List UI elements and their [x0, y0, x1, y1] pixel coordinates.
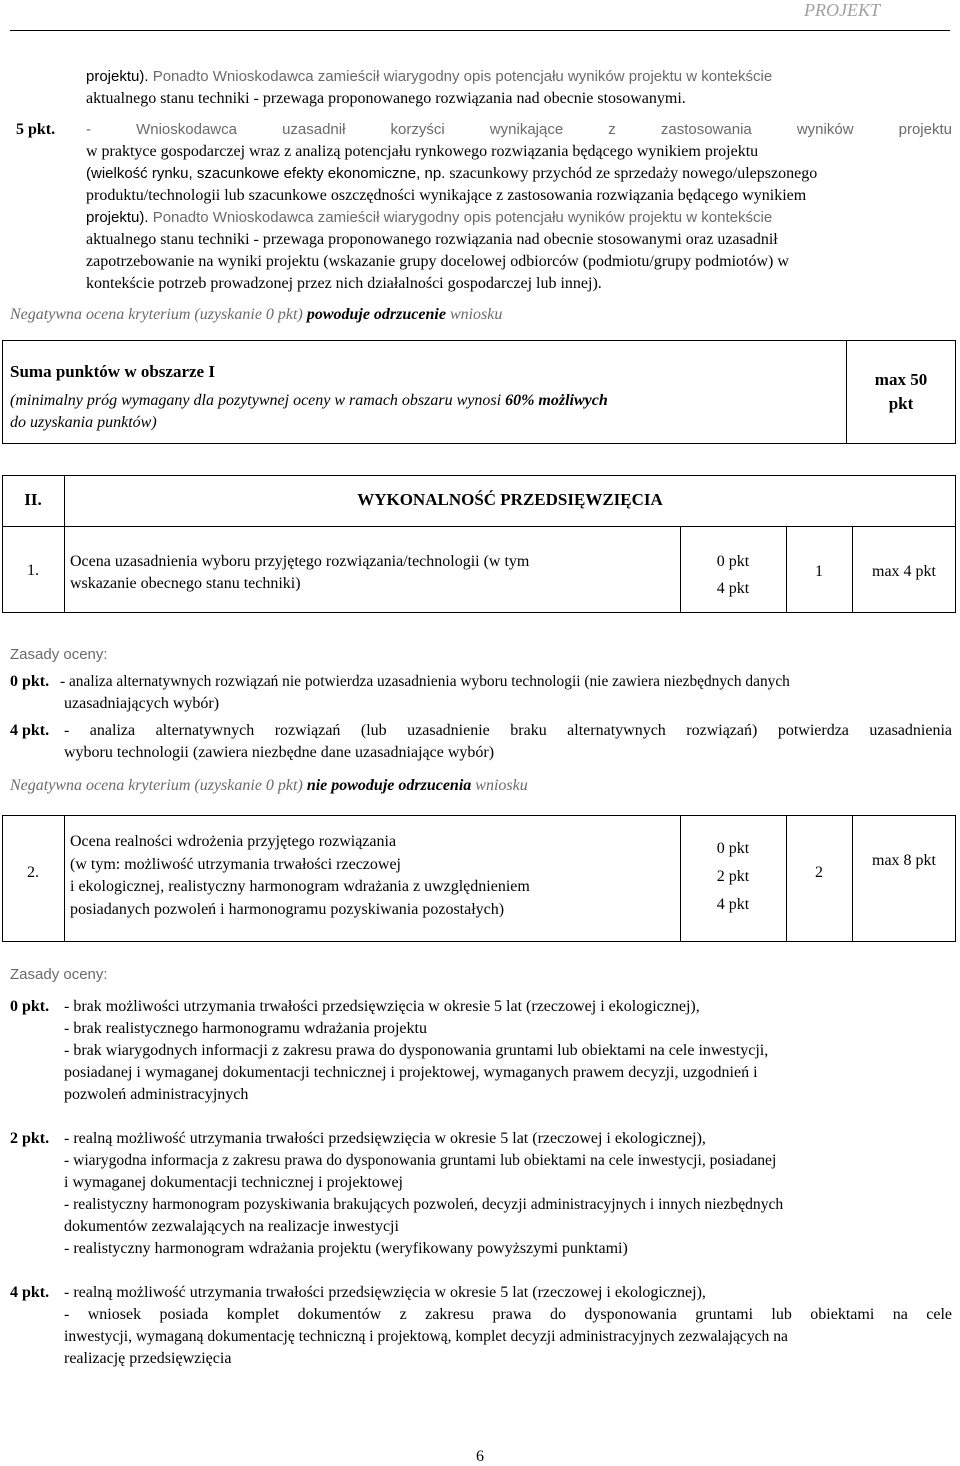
rules2-4-label: 4 pkt. [10, 1284, 50, 1301]
rules2-2-line1: - realną możliwość utrzymania trwałości przedsięwzięcia w okresie 5 lat (rzeczowej i ekologicznej), [64, 1130, 706, 1147]
rules1-0-line2: uzasadniających wybór) [64, 695, 220, 712]
item5-row-1: - Wnioskodawca uzasadnił korzyści wynikające z zastosowania wyników projektu [86, 121, 952, 138]
rules2-2-line3: i wymaganej dokumentacji technicznej i projektowej [64, 1174, 403, 1191]
rules2-2-line4: - realistyczny harmonogram pozyskiwania brakujących pozwoleń, decyzji administracyjnych i innych niezbędnych [64, 1196, 784, 1213]
summary-max [846, 368, 956, 416]
criterion2-points [680, 835, 786, 919]
rules2-2-line6: - realistyczny harmonogram wdrażania projektu (weryfikowany powyższymi punktami) [64, 1240, 628, 1257]
header-rule [10, 30, 950, 31]
section2-number: II. [24, 490, 42, 509]
summary-note [10, 390, 840, 434]
c2-col-weight-end [852, 815, 853, 942]
negative-note-2 [10, 775, 528, 797]
summary-note-a: (minimalny próg wymagany dla pozytywnej oceny w ramach obszaru wynosi [10, 392, 502, 409]
rules1-4-line2: wyboru technologii (zawiera niezbędne dane uzasadniające wybór) [64, 744, 495, 761]
criterion2-desc-2: (w tym: możliwość utrzymania trwałości rzeczowej [70, 855, 401, 873]
item5-row-8: kontekście potrzeb prowadzonej przez nich działalności gospodarczej lub innej). [86, 275, 602, 292]
criterion1-desc-1: Ocena uzasadnienia wyboru przyjętego rozwiązania/technologii (w tym [70, 553, 530, 570]
rules2-2-line2: - wiarygodna informacja z zakresu prawa do dysponowania gruntami lub obiektami na cele inwestycji, posiadanej [64, 1152, 777, 1169]
criterion2-max: max 8 pkt [872, 852, 936, 869]
rules1-4-line1: - analiza alternatywnych rozwiązań (lub uzasadnienie braku alternatywnych rozwiązań) potwierdza uzasadnienia [64, 722, 952, 739]
criterion1-point-4: 4 pkt [716, 580, 750, 597]
item5-row-5b: Ponadto Wnioskodawca zamieścił wiarygodny opis potencjału wyników projektu w kontekście [152, 209, 773, 226]
rules1-0-label: 0 pkt. [10, 673, 50, 690]
criterion2-desc-1: Ocena realności wdrożenia przyjętego rozwiązania [70, 833, 397, 850]
item5-row-6: aktualnego stanu techniki - przewaga proponowanego rozwiązania nad obecnie stosowanymi oraz uzasadnił [86, 231, 778, 248]
intro-text-b: Ponadto Wnioskodawca zamieścił wiarygodny opis potencjału wyników projektu w kontekście [152, 68, 773, 85]
intro-line-2: aktualnego stanu techniki - przewaga proponowanego rozwiązania nad obecnie stosowanymi. [86, 90, 686, 107]
criterion1-desc-2: wskazanie obecnego stanu techniki) [70, 575, 301, 592]
criterion2-weight: 2 [815, 864, 823, 881]
rules1-heading: Zasady oceny: [10, 646, 108, 663]
summary-max-2: pkt [888, 394, 914, 413]
rules2-2-line5: dokumentów zezwalających na realizacje inwestycji [64, 1218, 399, 1235]
rules2-0-line4: posiadanej i wymaganej dokumentacji technicznej i projektowej, wymaganych prawem decyzji, uzgodnień i [64, 1064, 758, 1081]
summary-max-1: max 50 [874, 370, 928, 389]
criterion2-point-2: 2 pkt [716, 868, 750, 885]
criterion1-point-0: 0 pkt [716, 553, 750, 570]
page-number: 6 [476, 1448, 484, 1465]
section2-header-rule [2, 526, 956, 527]
rules2-heading: Zasady oceny: [10, 966, 108, 983]
rules2-4-line1: - realną możliwość utrzymania trwałości przedsięwzięcia w okresie 5 lat (rzeczowej i ekologicznej), [64, 1284, 706, 1301]
criterion1-max: max 4 pkt [872, 563, 936, 580]
negative2-emph: nie powoduje odrzucenia [306, 777, 472, 794]
criterion2-number: 2. [27, 864, 39, 881]
item5-row-3b: szacunkowy przychód ze sprzedaży nowego/ulepszonego [449, 165, 818, 182]
rules2-4-line2: - wniosek posiada komplet dokumentów z zakresu prawa do dysponowania gruntami lub obiektami na cele [64, 1306, 952, 1323]
negative-note-1 [10, 304, 502, 326]
item5-row-3a: (wielkość rynku, szacunkowe efekty ekonomiczne, np. [86, 165, 446, 182]
criterion2-desc-4: posiadanych pozwoleń i harmonogramu pozyskiwania pozostałych) [70, 900, 505, 918]
rules2-0-line3: - brak wiarygodnych informacji z zakresu prawa do dysponowania gruntami lub obiektami na cele inwestycji, [64, 1042, 769, 1059]
rules2-0-line2: - brak realistycznego harmonogramu wdrażania projektu [64, 1020, 427, 1037]
intro-text-a: projektu). [86, 68, 149, 85]
negative1-emph: powoduje odrzucenie [306, 306, 446, 323]
item5-row-4: produktu/technologii lub szacunkowe oszczędności wynikające z zastosowania rozwiązania będącego wynikiem [86, 187, 807, 204]
criterion2-desc [70, 831, 676, 921]
rules2-2-label: 2 pkt. [10, 1130, 50, 1147]
summary-title: Suma punktów w obszarze I [10, 362, 215, 381]
rules2-4-line3: inwestycji, wymaganą dokumentację techniczną i projektową, komplet decyzji administracyjnych zezwalających na [64, 1328, 788, 1345]
item5-row-5a: projektu). [86, 209, 149, 226]
item5-row-5 [86, 207, 952, 229]
section2-title: WYKONALNOŚĆ PRZEDSIĘWZIĘCIA [357, 490, 663, 509]
rules2-0-label: 0 pkt. [10, 998, 50, 1015]
negative1-post: wniosku [449, 306, 503, 323]
rules2-4-line4: realizację przedsięwzięcia [64, 1350, 232, 1367]
negative1-pre: Negatywna ocena kryterium (uzyskanie 0 pkt) [10, 306, 303, 323]
item5-marker: 5 pkt. [16, 121, 56, 138]
criterion1-weight: 1 [815, 563, 823, 580]
criterion1-number: 1. [27, 562, 39, 579]
rules1-4-label: 4 pkt. [10, 722, 50, 739]
project-label: PROJEKT [804, 0, 880, 20]
summary-note-c: do uzyskania punktów) [10, 414, 157, 431]
criterion1-points [680, 548, 786, 602]
rules1-0-line1: - analiza alternatywnych rozwiązań nie potwierdza uzasadnienia wyboru technologii (nie zawiera niezbędnych danych [60, 673, 790, 690]
criterion2-desc-3: i ekologicznej, realistyczny harmonogram wdrażania z uwzględnieniem [70, 878, 530, 895]
negative2-post: wniosku [475, 777, 528, 794]
c2-col-number-end [64, 815, 65, 942]
criterion2-point-4: 4 pkt [716, 896, 750, 913]
intro-line-1 [86, 66, 952, 88]
summary-note-b: 60% możliwych [505, 392, 608, 409]
item5-row-3 [86, 163, 952, 185]
item5-row-2: w praktyce gospodarczej wraz z analizą potencjału rynkowego rozwiązania będącego wynikiem projektu [86, 143, 759, 160]
rules2-0-line5: pozwoleń administracyjnych [64, 1086, 249, 1103]
item5-row-7: zapotrzebowanie na wyniki projektu (wskazanie grupy docelowej odbiorców (podmiotu/grupy podmiotów) w [86, 253, 789, 270]
rules2-0-line1: - brak możliwości utrzymania trwałości przedsięwzięcia w okresie 5 lat (rzeczowej i ekologicznej), [64, 998, 700, 1015]
criterion2-point-0: 0 pkt [716, 840, 750, 857]
negative2-pre: Negatywna ocena kryterium (uzyskanie 0 pkt) [10, 777, 303, 794]
criterion1-desc [70, 551, 676, 595]
